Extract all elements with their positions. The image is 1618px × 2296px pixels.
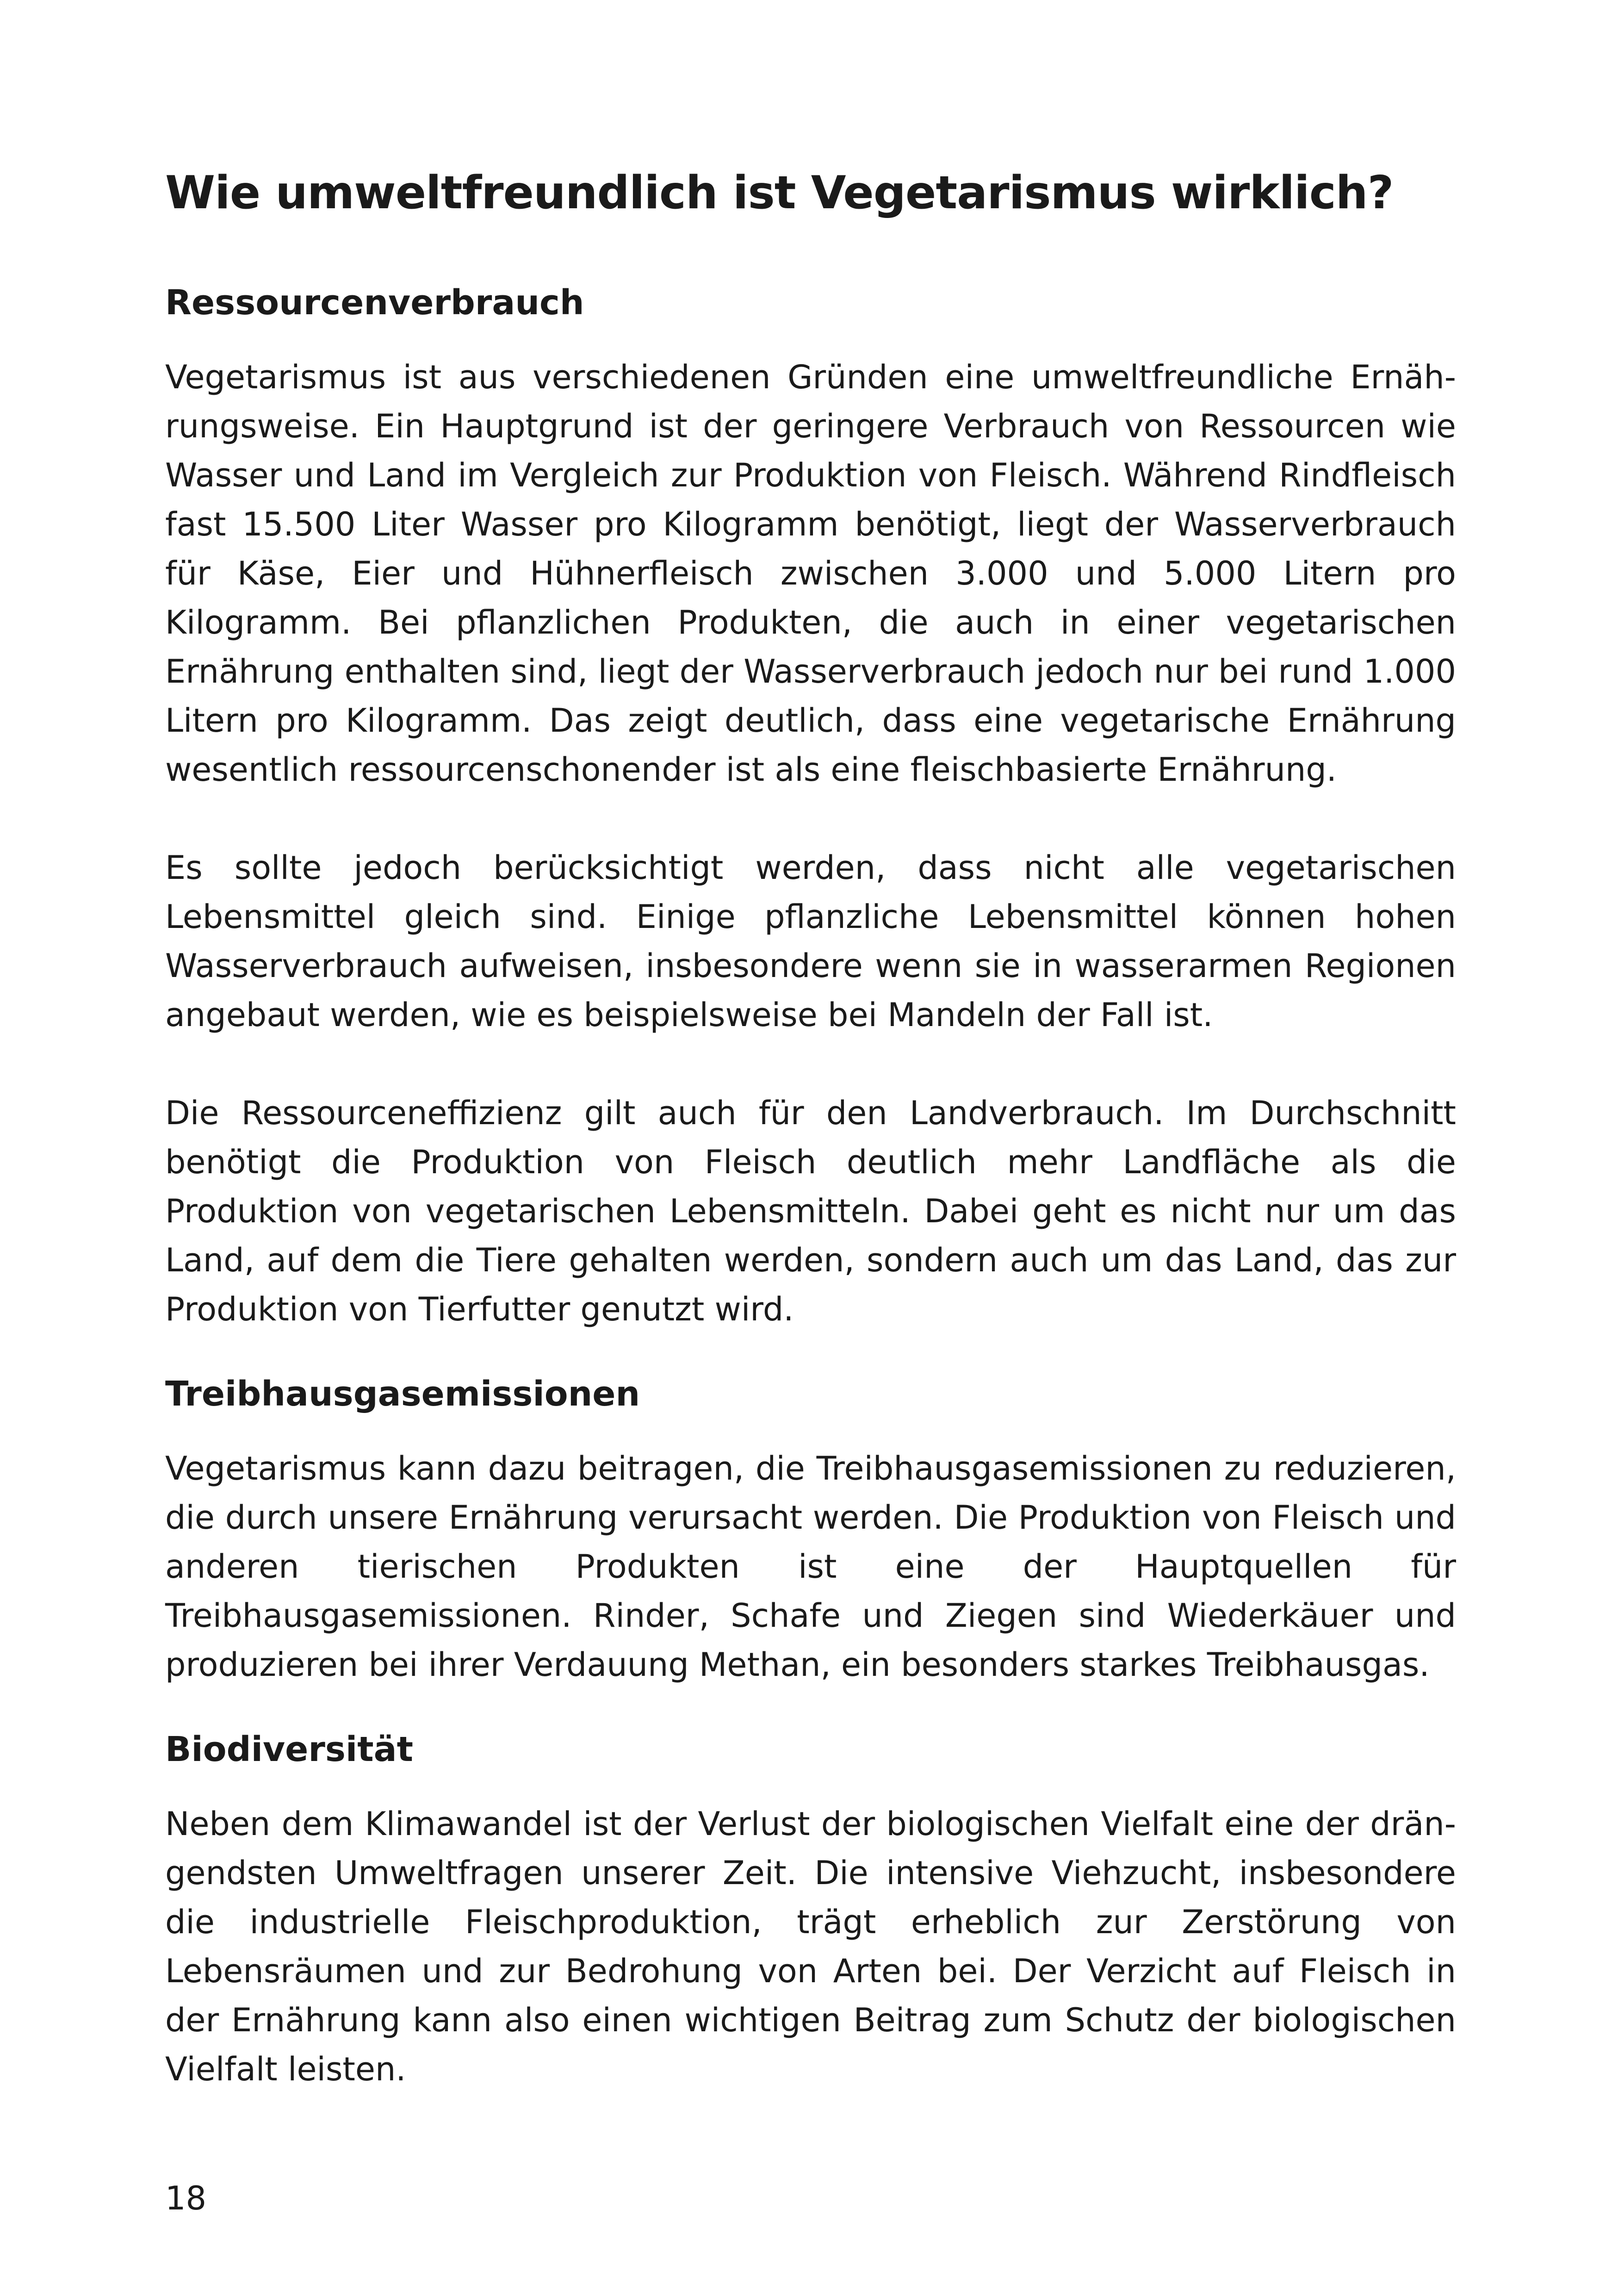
section-biodiversitaet — [165, 1725, 1456, 2094]
paragraph: Die Ressourceneffizienz gilt auch für den Landverbrauch. Im Durchschnitt benötigt die Produktion von Fleisch deutlich mehr Landfläche als die Produktion von vegetarischen Lebensmitteln. Dabei geht es nicht nur um das Land, auf dem die Tiere gehalten werden, sondern auch um das Land, das zur Produktion von Tierfutter genutzt wird. — [165, 1094, 1456, 1328]
paragraph: Es sollte jedoch berücksichtigt werden, dass nicht alle vegetarischen Lebensmittel gleich sind. Einige pflanzliche Lebensmittel können hohen Wasserverbrauch aufweisen, insbesondere wenn sie in wasserarmen Regionen angebaut werden, wie es beispielsweise bei Mandeln der Fall ist. — [165, 849, 1456, 1034]
paragraph: Vegetarismus ist aus verschiedenen Gründen eine umweltfreundliche Ernährungsweise. Ein Hauptgrund ist der geringere Verbrauch von Ressourcen wie Wasser und Land im Vergleich zur Produktion von Fleisch. Während Rindfleisch fast 15.500 Liter Wasser pro Kilogramm benötigt, liegt der Wasserverbrauch für Käse, Eier und Hühnerfleisch zwischen 3.000 und 5.000 Litern pro Kilogramm. Bei pflanzlichen Produkten, die auch in einer vegetarischen Ernährung enthalten sind, liegt der Wasserverbrauch jedoch nur bei rund 1.000 Litern pro Kilogramm. Das zeigt deutlich, dass eine vegetarische Ernährung wesentlich ressourcenschonender ist als eine fleischbasierte Ernährung. — [165, 358, 1456, 789]
page-title: Wie umweltfreundlich ist Vegetarismus wirklich? — [165, 167, 1394, 219]
page-number: 18 — [165, 2179, 207, 2217]
page-content — [165, 163, 1456, 2094]
section-ressourcenverbrauch — [165, 279, 1456, 1334]
section-treibhausgasemissionen — [165, 1370, 1456, 1689]
section-heading: Ressourcenverbrauch — [165, 283, 584, 323]
section-heading: Biodiversität — [165, 1730, 413, 1769]
section-heading: Treibhausgasemissionen — [165, 1374, 640, 1414]
paragraph: Neben dem Klimawandel ist der Verlust der biologischen Vielfalt eine der drängendsten Umweltfragen unserer Zeit. Die intensive Viehzucht, insbesondere die industrielle Fleischproduktion, trägt erheblich zur Zerstörung von Lebensräumen und zur Bedrohung von Arten bei. Der Verzicht auf Fleisch in der Ernährung kann also einen wichtigen Beitrag zum Schutz der biologischen Vielfalt leisten. — [165, 1805, 1456, 2088]
paragraph: Vegetarismus kann dazu beitragen, die Treibhausgasemissionen zu reduzieren, die durch unsere Ernährung verursacht werden. Die Produktion von Fleisch und anderen tierischen Produkten ist eine der Hauptquellen für Treibhausgasemissionen. Rinder, Schafe und Ziegen sind Wiederkäuer und produzieren bei ihrer Verdauung Methan, ein besonders starkes Treibhausgas. — [165, 1450, 1456, 1684]
